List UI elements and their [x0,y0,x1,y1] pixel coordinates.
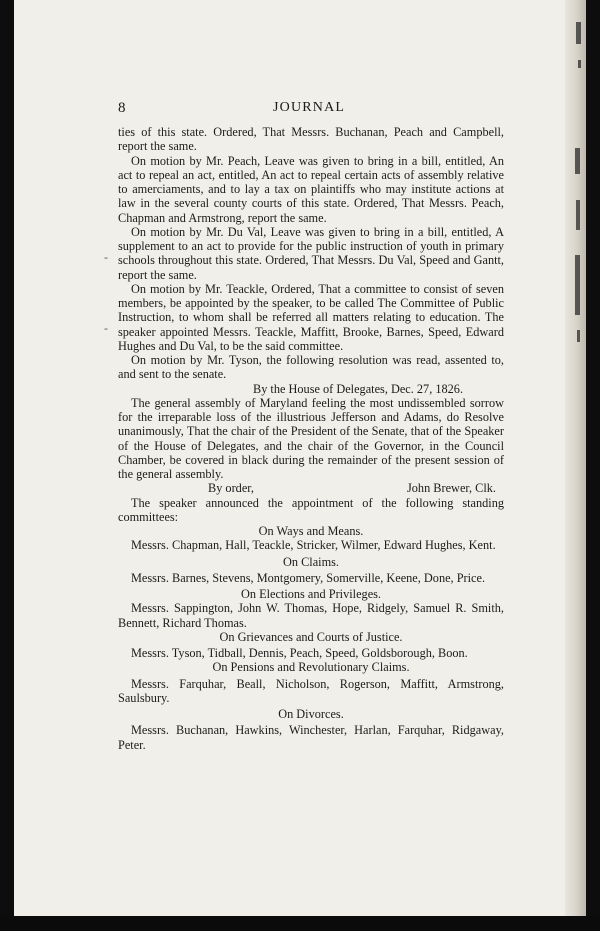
paragraph: On motion by Mr. Teackle, Ordered, That a committee to consist of seven members, be appointed by the speaker, to be called The Committee of Public Instruction, to whom shall be referred all matters relating to education. The speaker appointed Messrs. Teackle, Maffitt, Brooke, Barnes, Speed, Edward Hughes and Du Val, to be the said committee. [118,281,504,353]
edge-mark [577,330,580,342]
edge-mark [575,148,580,174]
edge-mark [576,22,581,44]
signature [118,481,504,495]
margin-mark: - [104,250,108,264]
page-number: 8 [118,100,126,116]
edge-mark [575,255,580,315]
page-edge-shadow [565,0,586,916]
committee-heading: On Grievances and Courts of Justice. [219,629,403,644]
running-head [118,100,498,120]
committee-members: Messrs. Tyson, Tidball, Dennis, Peach, Speed, Goldsborough, Boon. [131,646,468,660]
committee-members: Messrs. Farquhar, Beall, Nicholson, Rogerson, Maffitt, Armstrong, Saulsbury. [118,676,504,705]
committee-heading: On Pensions and Revolutionary Claims. [212,660,410,675]
edge-mark [578,60,581,68]
margin-mark: - [104,321,108,335]
committee-members: Messrs. Chapman, Hall, Teackle, Stricker, Wilmer, Edward Hughes, Kent. [131,538,496,553]
journal-text [118,125,504,752]
committee-members: Messrs. Buchanan, Hawkins, Winchester, Harlan, Farquhar, Ridgaway, Peter. [118,723,504,752]
committee-heading: On Divorces. [278,707,344,721]
committee-heading: On Ways and Means. [258,524,364,538]
announcement: The speaker announced the appointment of the following standing committees: [118,495,504,524]
committee-heading: On Elections and Privileges. [240,587,382,601]
clerk-name: John Brewer, Clk. [407,481,496,496]
dateline: By the House of Delegates, Dec. 27, 1826. [253,381,464,396]
edge-mark [576,200,580,230]
committee-heading: On Claims. [282,554,340,569]
resolution: The general assembly of Maryland feeling the most undissembled sorrow for the irreparable loss of the illustrious Jefferson and Adams, do Resolve unanimously, That the chair of the President of the Senate, that of the Speaker of the House of Delegates, and the chair of the Governor, in the Council Chamber, be covered in black during the remainder of the present session of the general assembly. [118,395,504,481]
paragraph: On motion by Mr. Peach, Leave was given to bring in a bill, entitled, An act to repeal an act, entitled, An act to repeal certain acts of assembly relative to amerciaments, and to lay a tax on plaintiffs who may institute actions at law in the several county courts of this state. Ordered, That Messrs. Peach, Chapman and Armstrong, report the same. [118,153,504,225]
paragraph: On motion by Mr. Du Val, Leave was given to bring in a bill, entitled, A supplement to an act to provide for the public instruction of youth in primary schools throughout this state. Ordered, That Messrs. Du Val, Speed and Gantt, report the same. [118,224,504,282]
paragraph: ties of this state. Ordered, That Messrs. Buchanan, Peach and Campbell, report the same. [118,125,504,154]
scan-border [0,916,600,931]
committee-members: Messrs. Sappington, John W. Thomas, Hope, Ridgely, Samuel R. Smith, Bennett, Richard Thomas. [118,601,504,630]
paragraph: On motion by Mr. Tyson, the following resolution was read, assented to, and sent to the senate. [118,353,504,382]
committee-members: Messrs. Barnes, Stevens, Montgomery, Somerville, Keene, Done, Price. [131,570,486,585]
by-order: By order, [208,481,254,496]
page-title: JOURNAL [273,100,346,115]
